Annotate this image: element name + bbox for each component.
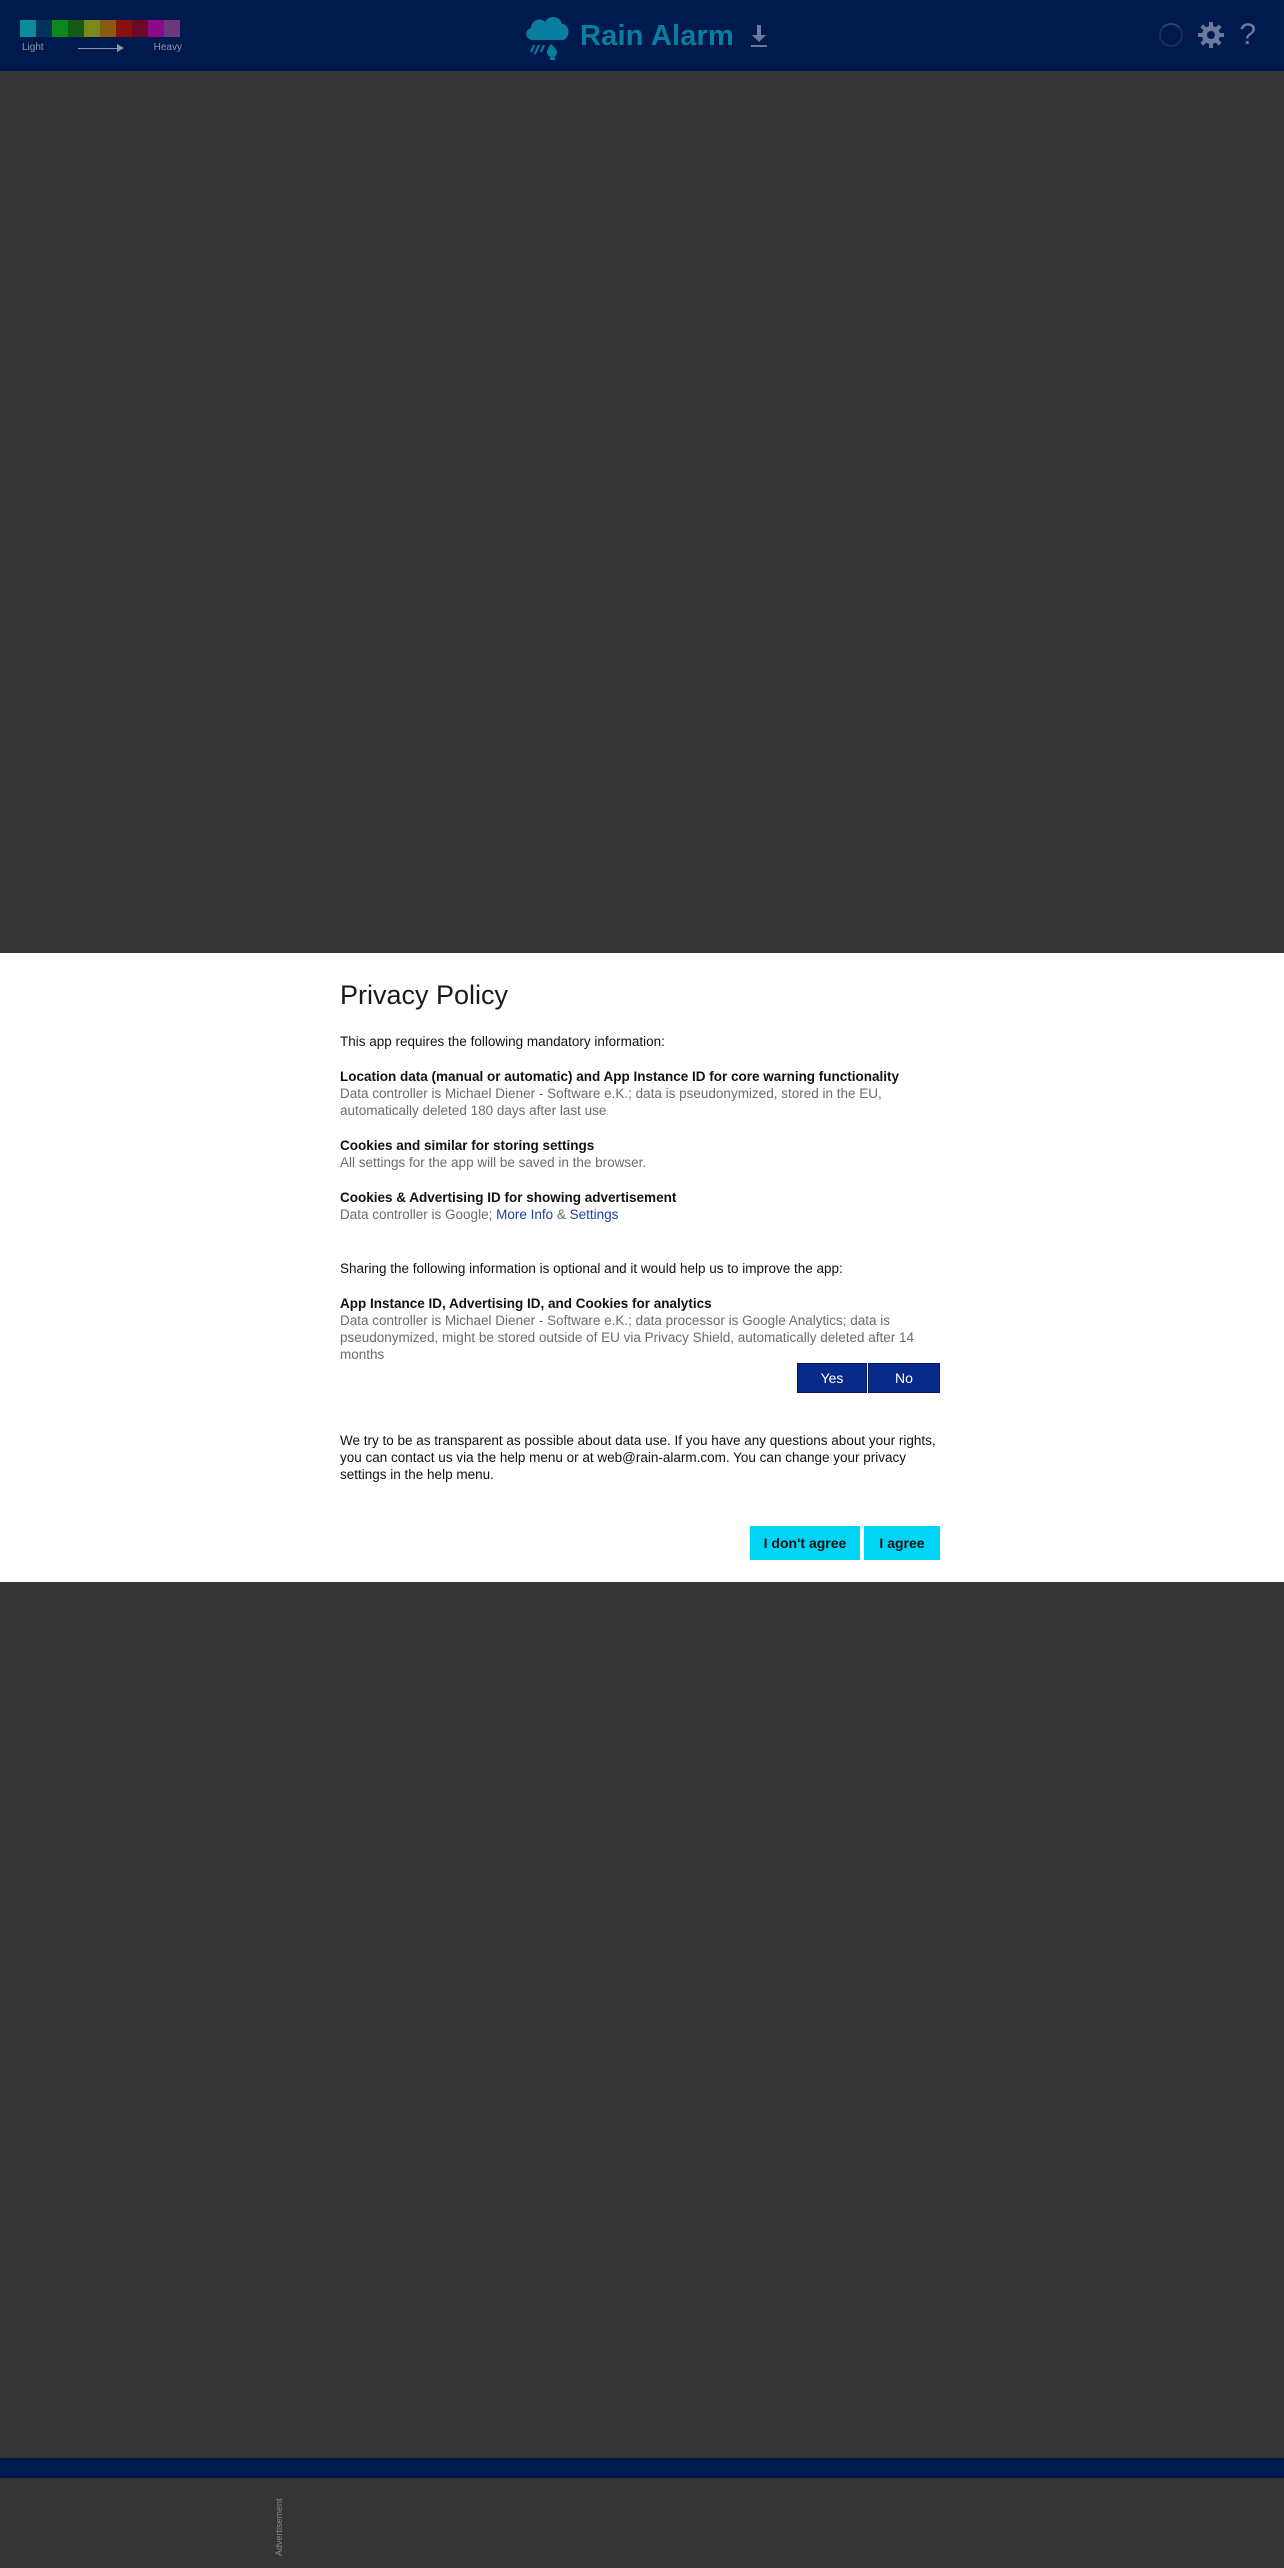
optional-intro: Sharing the following information is optional and it would help us to improve the app: xyxy=(340,1261,843,1276)
rain-cloud-icon xyxy=(520,10,572,62)
download-icon[interactable] xyxy=(748,23,770,49)
analytics-desc: Data controller is Michael Diener - Software e.K.; data processor is Google Analytics; data is pseudonymized, might be stored outside of EU via Privacy Shield, automatically deleted after 14 months xyxy=(340,1313,915,1362)
legend-arrow-icon xyxy=(117,44,124,52)
legend-swatch xyxy=(116,20,132,37)
agree-button[interactable]: I agree xyxy=(864,1526,940,1560)
advertising-desc xyxy=(340,1206,940,1223)
cookies-settings-desc: All settings for the app will be saved in the browser. xyxy=(340,1155,647,1170)
transparency-note: We try to be as transparent as possible about data use. If you have any questions about your rights, you can contact us via the help menu or at web@rain-alarm.com. You can change your privacy settings in the help menu. xyxy=(340,1433,936,1482)
legend-labels xyxy=(20,42,182,56)
app-header xyxy=(0,0,1284,71)
legend-heavy-label: Heavy xyxy=(153,42,182,53)
ad-settings-link[interactable]: Settings xyxy=(569,1207,619,1222)
legend-light-label: Light xyxy=(22,42,44,53)
legend-swatch xyxy=(52,20,68,37)
privacy-policy-dialog xyxy=(0,953,1284,1582)
advertisement-label: Advertisement xyxy=(274,2498,284,2556)
legend-swatch xyxy=(148,20,164,37)
legend-swatch xyxy=(84,20,100,37)
mandatory-intro: This app requires the following mandatory information: xyxy=(340,1034,665,1049)
analytics-title: App Instance ID, Advertising ID, and Cookies for analytics xyxy=(340,1296,712,1311)
legend-color-scale xyxy=(20,20,182,37)
legend-swatch xyxy=(132,20,148,37)
disagree-button[interactable]: I don't agree xyxy=(750,1526,860,1560)
help-icon[interactable]: ? xyxy=(1239,18,1256,51)
advertising-amp: & xyxy=(553,1207,570,1222)
loading-spinner-icon xyxy=(1159,23,1183,47)
advertising-desc-prefix: Data controller is Google; xyxy=(340,1207,497,1222)
legend-arrow-line xyxy=(78,48,118,49)
legend-swatch xyxy=(68,20,84,37)
advertising-title: Cookies & Advertising ID for showing advertisement xyxy=(340,1190,677,1205)
analytics-no-button[interactable]: No xyxy=(868,1363,940,1393)
legend-swatch xyxy=(164,20,180,37)
cookies-settings-title: Cookies and similar for storing settings xyxy=(340,1138,595,1153)
location-data-desc: Data controller is Michael Diener - Software e.K.; data is pseudonymized, stored in the EU, automatically deleted 180 days after last use xyxy=(340,1086,882,1118)
more-info-link[interactable]: More Info xyxy=(496,1207,554,1222)
location-data-title: Location data (manual or automatic) and App Instance ID for core warning functionality xyxy=(340,1069,900,1084)
legend-swatch xyxy=(20,20,36,37)
advertisement-area[interactable] xyxy=(0,2478,1284,2568)
analytics-yes-button[interactable]: Yes xyxy=(797,1363,867,1393)
precipitation-legend xyxy=(20,20,182,56)
legend-swatch xyxy=(36,20,52,37)
header-actions xyxy=(1159,20,1256,50)
footer-bar xyxy=(0,2458,1284,2478)
app-title: Rain Alarm xyxy=(580,19,735,52)
brand xyxy=(520,10,770,62)
privacy-policy-title: Privacy Policy xyxy=(340,980,509,1010)
gear-icon[interactable] xyxy=(1197,21,1225,49)
legend-swatch xyxy=(100,20,116,37)
